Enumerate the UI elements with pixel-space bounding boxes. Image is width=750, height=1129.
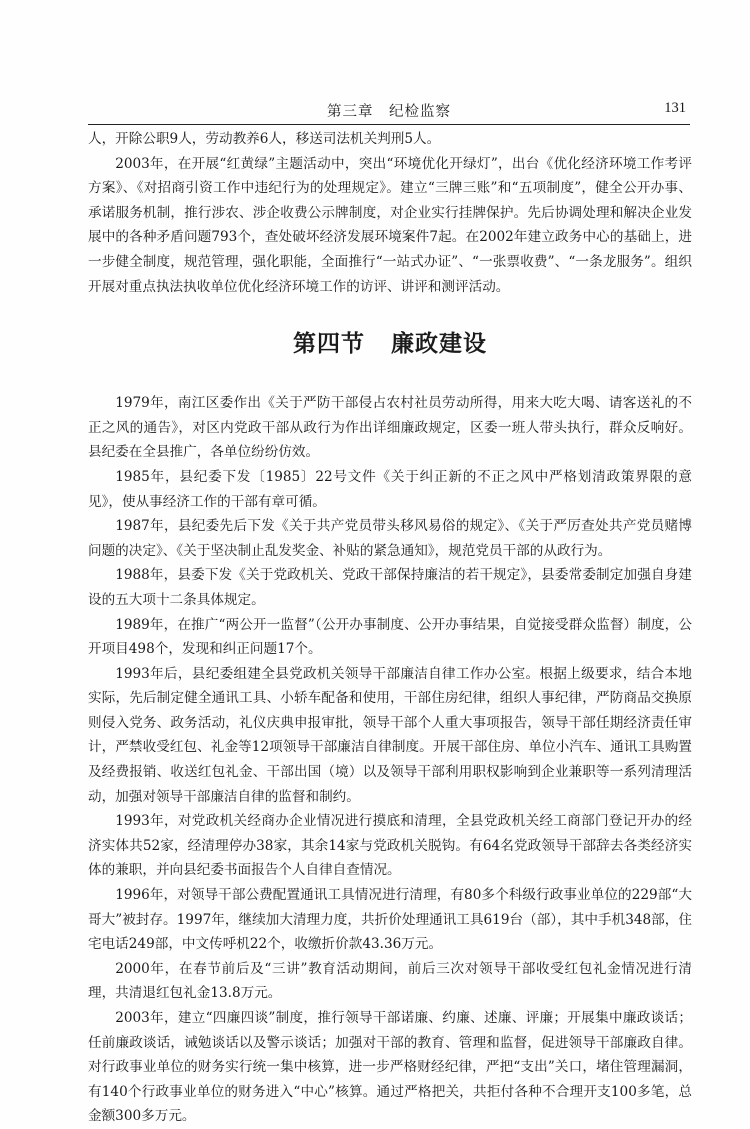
section-heading xyxy=(88,329,692,359)
paragraph: 1996年，对领导干部公费配置通讯工具情况进行清理，有80多个科级行政事业单位的229部“大哥大”被封存。1997年，继续加大清理力度，共折价处理通讯工具619台（部），其中手机348部，住宅电话249部，中文传呼机22个，收缴折价款43.36万元。 xyxy=(88,887,692,953)
paragraph: 1988年，县委下发《关于党政机关、党政干部保持廉洁的若干规定》，县委常委制定加强自身建设的五大项十二条具体规定。 xyxy=(88,567,692,608)
paragraph: 1979年，南江区委作出《关于严防干部侵占农村社员劳动所得，用来大吃大喝、请客送礼的不正之风的通告》，对区内党政干部从政行为作出详细廉政规定，区委一班人带头执行，群众反响好。县纪委在全县推广，各单位纷纷仿效。 xyxy=(88,395,692,461)
paragraph: 1985年，县纪委下发〔1985〕22号文件《关于纠正新的不正之风中严格划清政策界限的意见》，使从事经济工作的干部有章可循。 xyxy=(88,468,692,510)
paragraph: 人，开除公职9人，劳动教养6人，移送司法机关判刑5人。 xyxy=(88,131,441,147)
paragraph: 1993年后，县纪委组建全县党政机关领导干部廉洁自律工作办公室。根据上级要求，结合本地实际，先后制定健全通讯工具、小轿车配备和使用，干部住房纪律，组织人事纪律，严防商品交换原则侵入党务、政务活动，礼仪庆典申报审批，领导干部个人重大事项报告，领导干部任期经济责任审计，严禁收受红包、礼金等12项领导干部廉洁自律制度。开展干部住房、单位小汽车、通讯工具购置及经费报销、收送红包礼金、干部出国（境）以及领导干部利用职权影响到企业兼职等一系列清理活动，加强对领导干部廉洁自律的监督和制约。 xyxy=(88,665,692,805)
section-title: 廉政建设 xyxy=(391,331,487,358)
paragraph: 2000年，在春节前后及“三讲”教育活动期间，前后三次对领导干部收受红包礼金情况进行清理，共清退红包礼金13.8万元。 xyxy=(88,960,692,1002)
page-body xyxy=(88,127,692,1129)
running-title: 第三章 纪检监察 xyxy=(327,104,451,120)
running-header xyxy=(88,98,690,125)
paragraph: 1989年，在推广“两公开一监督”（公开办事制度、公开办事结果，自觉接受群众监督）制度，公开项目498个，发现和纠正问题17个。 xyxy=(88,616,692,658)
page-number: 131 xyxy=(664,100,686,116)
paragraph: 1993年，对党政机关经商办企业情况进行摸底和清理，全县党政机关经工商部门登记开办的经济实体共52家，经清理停办38家，其余14家与党政机关脱钩。有64名党政领导干部辞去各类经济实体的兼职，并向县纪委书面报告个人自律自查情况。 xyxy=(88,813,692,879)
paragraph: 2003年，建立“四廉四谈”制度，推行领导干部诺廉、约廉、述廉、评廉；开展集中廉政谈话；任前廉政谈话，诫勉谈话以及警示谈话；加强对干部的教育、管理和监督，促进领导干部廉政自律。对行政事业单位的财务实行统一集中核算，进一步严格财经纪律，严把“支出”关口，堵住管理漏洞，有140个行政事业单位的财务进入“中心”核算。通过严格把关，共拒付各种不合理开支100多笔，总金额300多万元。 xyxy=(88,1010,692,1125)
paragraph: 2003年，在开展“红黄绿”主题活动中，突出“环境优化开绿灯”，出台《优化经济环境工作考评方案》、《对招商引资工作中违纪行为的处理规定》。建立“三牌三账”和“五项制度”，健全公开办事、承诺服务机制，推行涉农、涉企收费公示牌制度，对企业实行挂牌保护。先后协调处理和解决企业发展中的各种矛盾问题793个，查处破坏经济发展环境案件7起。在2002年建立政务中心的基础上，进一步健全制度，规范管理，强化职能，全面推行“一站式办证”、“一张票收费”、“一条龙服务”。组织开展对重点执法执收单位优化经济环境工作的访评、讲评和测评活动。 xyxy=(88,155,692,295)
section-number: 第四节 xyxy=(293,331,365,358)
paragraph: 1987年，县纪委先后下发《关于共产党员带头移风易俗的规定》、《关于严厉查处共产党员赌博问题的决定》、《关于坚决制止乱发奖金、补贴的紧急通知》，规范党员干部的从政行为。 xyxy=(88,518,692,559)
